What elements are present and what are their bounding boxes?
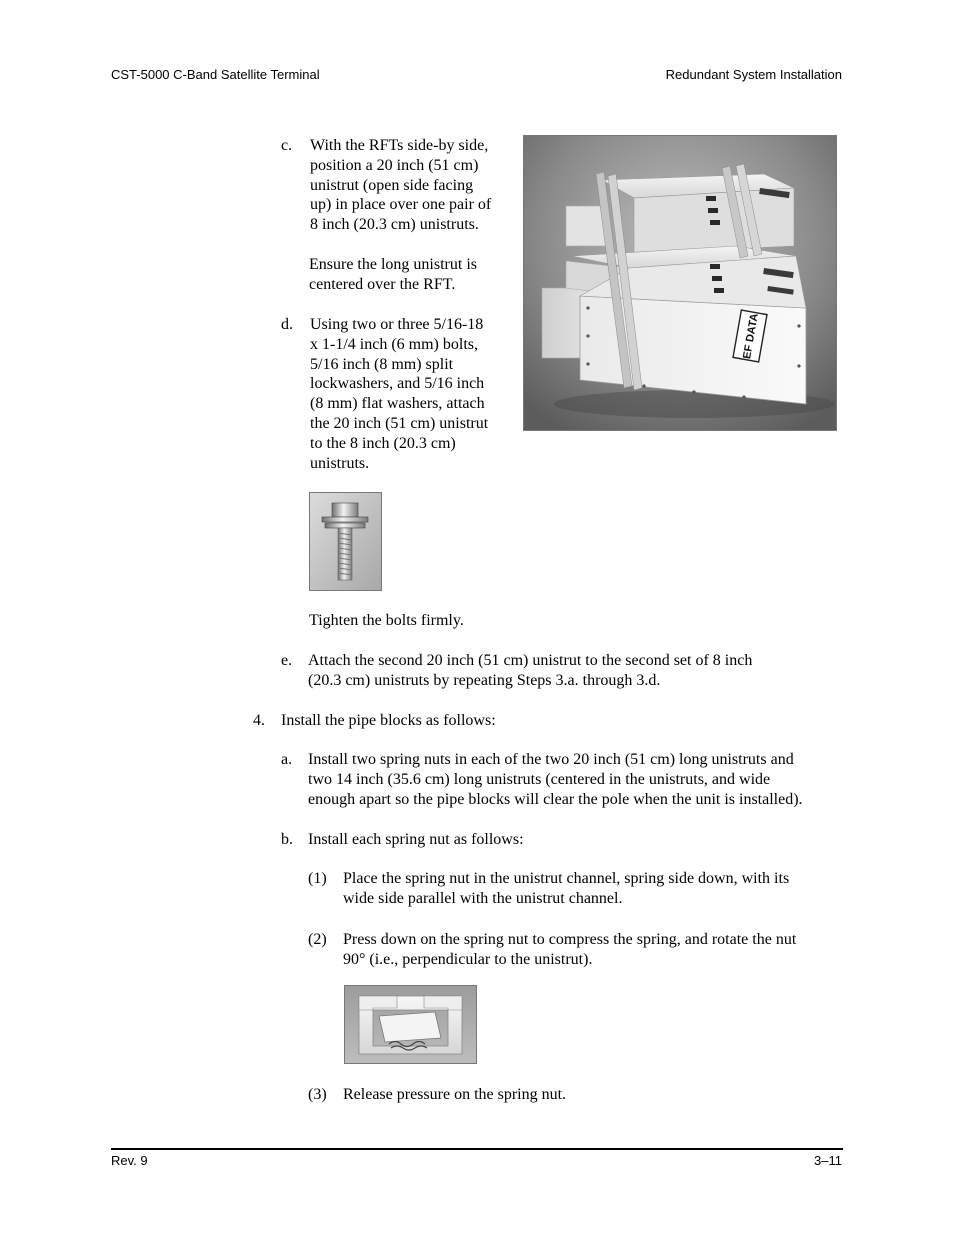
step-c-line: position a 20 inch (51 cm) [310,156,479,174]
step-d-line: (8 mm) flat washers, attach [310,395,485,413]
step-d-line: lockwashers, and 5/16 inch [310,375,485,393]
step-c-note-line: centered over the RFT. [309,275,456,293]
step-4a-marker: a. [281,751,293,768]
step-c-line: With the RFTs side-by side, [310,137,489,154]
step-d-line: unistruts. [310,454,370,472]
footer-revision: Rev. 9 [111,1153,148,1168]
step-c-line: unistrut (open side facing [310,176,474,194]
step-e-text [308,651,752,691]
substep-2-text [343,930,796,970]
substep-2-marker: (2) [308,931,327,948]
step-c-line: up) in place over one pair of [310,196,492,214]
step-d-marker: d. [281,316,293,333]
footer-rule [111,1148,843,1150]
step-4-text: Install the pipe blocks as follows: [281,712,496,729]
substep-3-marker: (3) [308,1086,327,1103]
step-4b-marker: b. [281,831,293,848]
step-e-marker: e. [281,652,293,669]
step-4-marker: 4. [253,712,265,729]
substep-2-line: Press down on the spring nut to compress the spring, and rotate the nut [343,931,797,948]
step-c-note [309,255,477,295]
step-4a-line: two 14 inch (35.6 cm) long unistruts (centered in the unistruts, and wide [308,770,771,788]
step-c-text [310,136,491,235]
substep-3-text: Release pressure on the spring nut. [343,1086,567,1103]
step-d-line: x 1-1/4 inch (6 mm) bolts, [310,335,478,353]
step-d-line: Using two or three 5/16-18 [310,316,484,333]
step-d-line: to the 8 inch (20.3 cm) [310,434,456,452]
step-c-line: 8 inch (20.3 cm) unistruts. [310,216,479,234]
header-title: CST-5000 C-Band Satellite Terminal [111,67,320,82]
step-4a-line: Install two spring nuts in each of the two 20 inch (51 cm) long unistruts and [308,751,794,768]
header-section: Redundant System Installation [665,67,842,82]
substep-1-line: Place the spring nut in the unistrut channel, spring side down, with its [343,870,790,887]
step-d-line: 5/16 inch (8 mm) split [310,355,454,373]
step-d-text [310,315,488,473]
step-c-marker: c. [281,137,293,154]
step-c-note-line: Ensure the long unistrut is [309,256,477,273]
substep-1-line: wide side parallel with the unistrut channel. [343,889,623,907]
ef-data-logo-text: EF DATA [741,312,761,360]
spring-nut-photo [344,985,477,1064]
step-d-line: the 20 inch (51 cm) unistrut [310,414,489,432]
step-d-note: Tighten the bolts firmly. [309,612,464,629]
substep-1-marker: (1) [308,870,327,887]
page-number: 3–11 [814,1153,842,1168]
bolt-photo [309,492,382,591]
rft-photo [523,135,837,431]
step-e-line: Attach the second 20 inch (51 cm) unistrut to the second set of 8 inch [308,652,753,669]
step-4b-text: Install each spring nut as follows: [308,831,524,848]
substep-2-line: 90° (i.e., perpendicular to the unistrut). [343,950,593,968]
substep-1-text [343,869,789,909]
step-4a-text [308,750,803,809]
step-4a-line: enough apart so the pipe blocks will clear the pole when the unit is installed). [308,790,803,808]
step-e-line: (20.3 cm) unistruts by repeating Steps 3.a. through 3.d. [308,671,661,689]
